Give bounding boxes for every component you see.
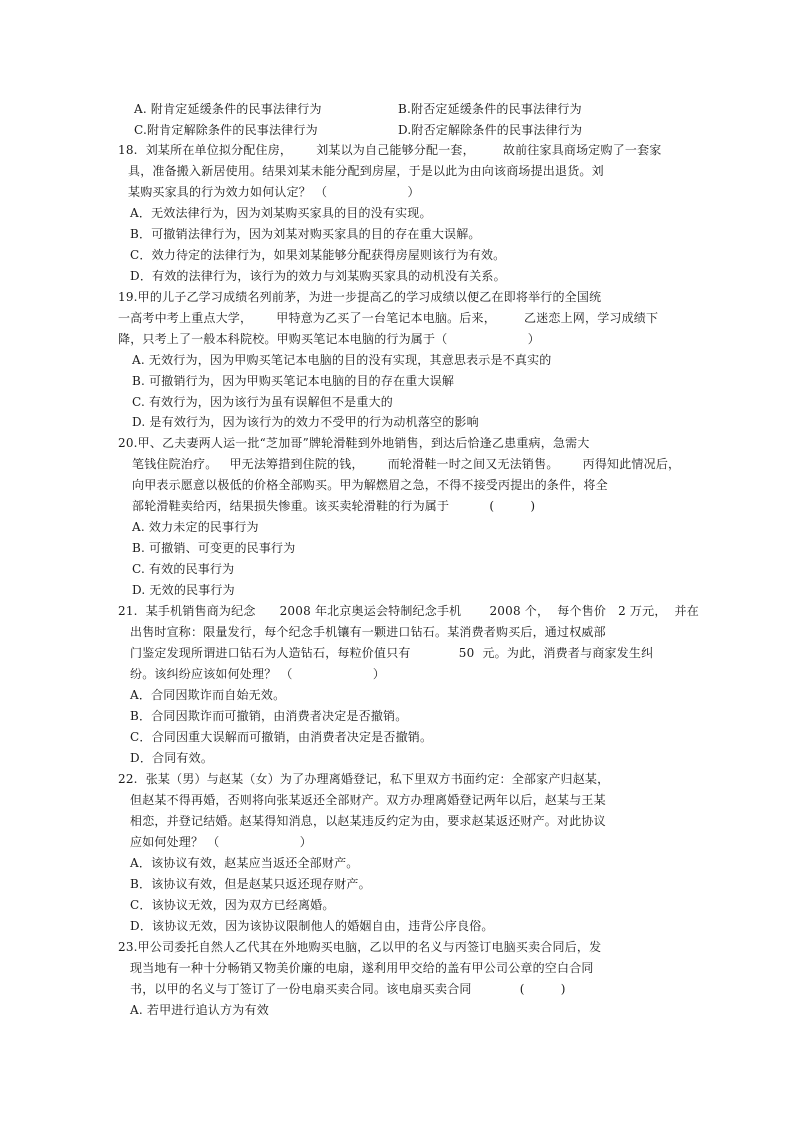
q20-option-c: C. 有效的民事行为 [132, 562, 235, 576]
q20-option-b: B. 可撤销、可变更的民事行为 [132, 541, 296, 555]
q19-option-d: D. 是有效行为，因为该行为的效力不受甲的行为动机落空的影响 [132, 415, 479, 429]
q22-stem-line-1: 22. 张某（男）与赵某（女）为了办理离婚登记，私下里双方书面约定：全部家产归赵某， [118, 772, 610, 786]
q19-option-c: C. 有效行为，因为该行为虽有误解但不是重大的 [132, 395, 393, 409]
q21-option-a: A．合同因欺诈而自始无效。 [130, 688, 286, 702]
q21-option-d: D．合同有效。 [130, 751, 214, 765]
q19-option-a: A. 无效行为，因为甲购买笔记本电脑的目的没有实现，其意思表示是不真实的 [132, 353, 552, 367]
q20-option-a: A. 效力未定的民事行为 [132, 520, 259, 534]
q17-option-b: B.附否定延缓条件的民事法律行为 [398, 102, 582, 116]
q22-option-c: C．该协议无效，因为双方已经离婚。 [130, 898, 335, 912]
q21-option-c: C．合同因重大误解而可撤销，由消费者决定是否撤销。 [130, 730, 433, 744]
q23-stem-line-1: 23.甲公司委托自然人乙代其在外地购买电脑，乙以甲的名义与丙签订电脑买卖合同后，发 [118, 940, 602, 954]
q20-stem-line-4: 部轮滑鞋卖给丙，结果损失惨重。该买卖轮滑鞋的行为属于 ( ) [132, 499, 536, 513]
q20-stem-line-2: 笔钱住院治疗。 甲无法筹措到住院的钱， 而轮滑鞋一时之间又无法销售。 丙得知此情况后， [132, 457, 681, 471]
q21-option-b: B．合同因欺诈而可撤销，由消费者决定是否撤销。 [130, 709, 408, 723]
q22-option-d: D．该协议无效，因为该协议限制他人的婚姻自由，违背公序良俗。 [130, 919, 494, 933]
q22-stem-line-2: 但赵某不得再婚，否则将向张某返还全部财产。双方办理离婚登记两年以后，赵某与王某 [130, 793, 606, 807]
q18-stem-line-2: 具，准备搬入新居使用。结果刘某未能分配到房屋，于是以此为由向该商场提出退货。刘 [128, 164, 604, 178]
q22-stem-line-3: 相恋，并登记结婚。赵某得知消息，以赵某违反约定为由，要求赵某返还财产。对此协议 [130, 814, 606, 828]
q20-stem-line-3: 向甲表示愿意以极低的价格全部购买。甲为解燃眉之急，不得不接受丙提出的条件，将全 [132, 478, 608, 492]
q22-stem-line-4: 应如何处理？ （ ） [130, 835, 312, 849]
q21-stem-line-2: 出售时宣称：限量发行，每个纪念手机镶有一颗进口钻石。某消费者购买后，通过权威部 [130, 625, 606, 639]
q17-option-a: A. 附肯定延缓条件的民事法律行为 [134, 102, 322, 116]
q18-option-d: D．有效的法律行为，该行为的效力与刘某购买家具的动机没有关系。 [130, 269, 506, 283]
q18-option-b: B．可撤销法律行为，因为刘某对购买家具的目的存在重大误解。 [130, 227, 481, 241]
q21-stem-line-3: 门鉴定发现所谓进口钻石为人造钻石，每粒价值只有 50 元。为此，消费者与商家发生纠 [130, 646, 654, 660]
q19-stem-line-3: 降，只考上了一般本科院校。甲购买笔记本电脑的行为属于（ ） [118, 332, 540, 346]
q18-stem-line-1: 18. 刘某所在单位拟分配住房， 刘某以为自己能够分配一套， 故前往家具商场定购了一套家 [118, 143, 662, 157]
q22-option-a: A．该协议有效，赵某应当返还全部财产。 [130, 856, 359, 870]
q23-stem-line-2: 现当地有一种十分畅销又物美价廉的电扇，遂利用甲交给的盖有甲公司公章的空白合同 [130, 961, 594, 975]
q17-option-d: D.附否定解除条件的民事法律行为 [398, 123, 583, 137]
q17-option-c: C.附肯定解除条件的民事法律行为 [134, 123, 318, 137]
q23-stem-line-3: 书，以甲的名义与丁签订了一份电扇买卖合同。该电扇买卖合同 ( ) [130, 982, 566, 996]
q22-option-b: B．该协议有效，但是赵某只返还现存财产。 [130, 877, 371, 891]
q18-stem-line-3: 某购买家具的行为效力如何认定？ （ ） [128, 185, 420, 199]
q19-option-b: B. 可撤销行为，因为甲购买笔记本电脑的目的存在重大误解 [132, 374, 455, 388]
q20-stem-line-1: 20.甲、乙夫妻两人运一批“芝加哥”牌轮滑鞋到外地销售，到达后恰逢乙患重病，急需大 [118, 436, 590, 450]
q23-option-a: A. 若甲进行追认方为有效 [130, 1003, 269, 1017]
q19-stem-line-1: 19.甲的儿子乙学习成绩名列前茅，为进一步提高乙的学习成绩以便乙在即将举行的全国统 [118, 290, 602, 304]
q18-option-a: A．无效法律行为，因为刘某购买家具的目的没有实现。 [130, 206, 432, 220]
q18-option-c: C．效力待定的法律行为，如果刘某能够分配获得房屋则该行为有效。 [130, 248, 506, 262]
q19-stem-line-2: 一高考中考上重点大学， 甲特意为乙买了一台笔记本电脑。后来， 乙迷恋上网，学习成绩下 [118, 311, 659, 325]
q21-stem-line-4: 纷。该纠纷应该如何处理？ （ ） [130, 667, 386, 681]
q21-stem-line-1: 21. 某手机销售商为纪念 2008 年北京奥运会特制纪念手机 2008 个， 每个售价 2 万元， 并在 [118, 604, 699, 618]
q20-option-d: D. 无效的民事行为 [132, 583, 235, 597]
